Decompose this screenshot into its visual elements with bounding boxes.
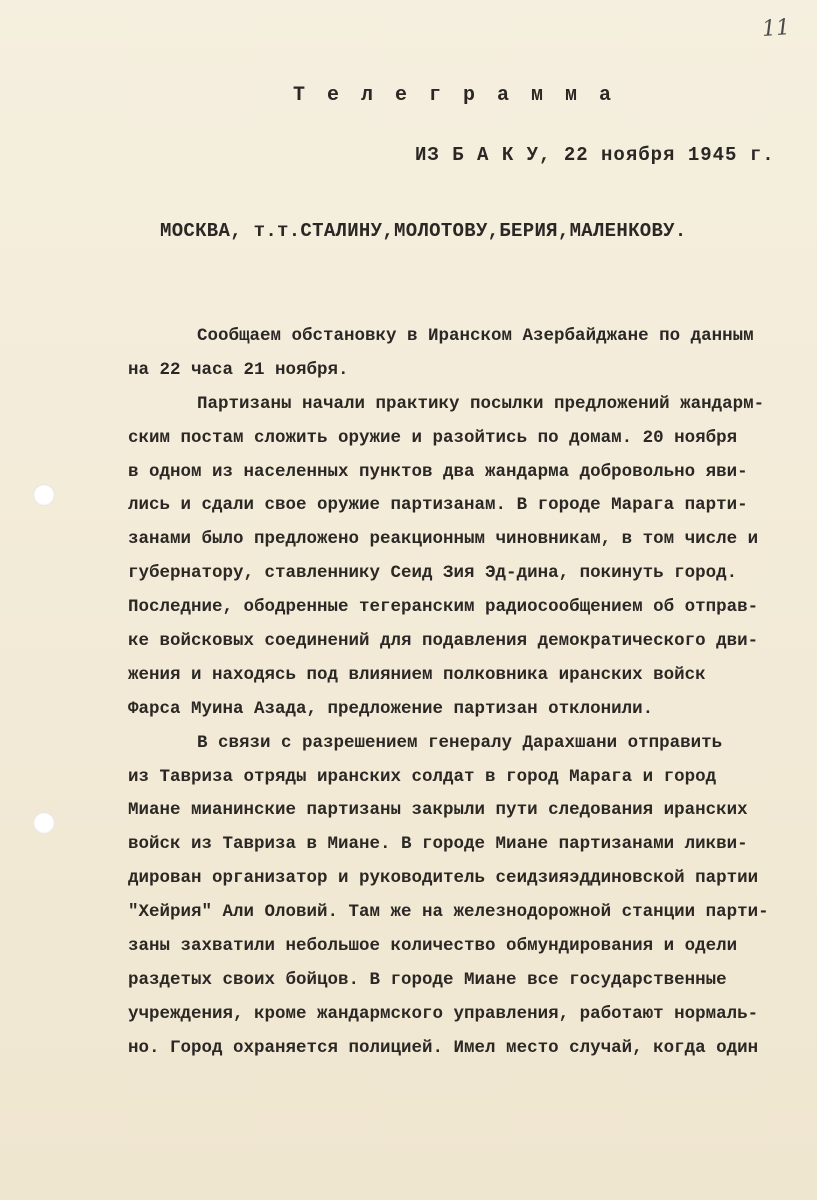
body-line: Сообщаем обстановку в Иранском Азербайджане по данным xyxy=(197,326,754,346)
telegram-origin-date: ИЗ Б А К У, 22 ноября 1945 г. xyxy=(415,144,775,166)
body-line: Партизаны начали практику посылки предложений жандарм- xyxy=(197,393,765,414)
punch-hole xyxy=(33,484,55,506)
body-line: на 22 часа 21 ноября. xyxy=(128,359,349,380)
body-line: Последние, ободренные тегеранским радиосообщением об отправ- xyxy=(128,597,759,618)
body-line: Фарса Муина Азада, предложение партизан отклонили. xyxy=(128,698,654,719)
body-line: раздетых своих бойцов. В городе Миане все государственные xyxy=(128,969,727,990)
page-number: 11 xyxy=(761,15,791,42)
telegram-body xyxy=(128,320,814,1066)
body-line: в одном из населенных пунктов два жандарма добровольно яви- xyxy=(128,461,748,482)
body-line: но. Город охраняется полицией. Имел место случай, когда один xyxy=(128,1037,759,1058)
body-line: заны захватили небольшое количество обмундирования и одели xyxy=(128,936,738,957)
document-title: Т е л е г р а м м а xyxy=(293,84,617,107)
telegram-addressee: МОСКВА, т.т.СТАЛИНУ,МОЛОТОВУ,БЕРИЯ,МАЛЕНКОВУ. xyxy=(160,220,687,242)
body-line: из Тавриза отряды иранских солдат в город Марага и город xyxy=(128,766,717,787)
body-line: "Хейрия" Али Оловий. Там же на железнодорожной станции парти- xyxy=(128,902,769,923)
body-line: учреждения, кроме жандармского управления, работают нормаль- xyxy=(128,1003,759,1024)
body-line: губернатору, ставленнику Сеид Зия Эд-дина, покинуть город. xyxy=(128,563,738,584)
body-line: войск из Тавриза в Миане. В городе Миане партизанами ликви- xyxy=(128,834,748,855)
body-line: занами было предложено реакционным чиновникам, в том числе и xyxy=(128,529,759,550)
body-line: дирован организатор и руководитель сеидзияэддиновской партии xyxy=(128,868,759,889)
body-line: ке войсковых соединений для подавления демократического дви- xyxy=(128,631,759,652)
body-line: ским постам сложить оружие и разойтись по домам. 20 ноября xyxy=(128,427,738,448)
body-line: В связи с разрешением генералу Дарахшани отправить xyxy=(197,732,723,753)
body-line: Миане мианинские партизаны закрыли пути следования иранских xyxy=(128,800,748,821)
punch-hole xyxy=(33,812,55,834)
body-line: жения и находясь под влиянием полковника иранских войск xyxy=(128,664,706,685)
body-line: лись и сдали свое оружие партизанам. В городе Марага парти- xyxy=(128,495,748,516)
